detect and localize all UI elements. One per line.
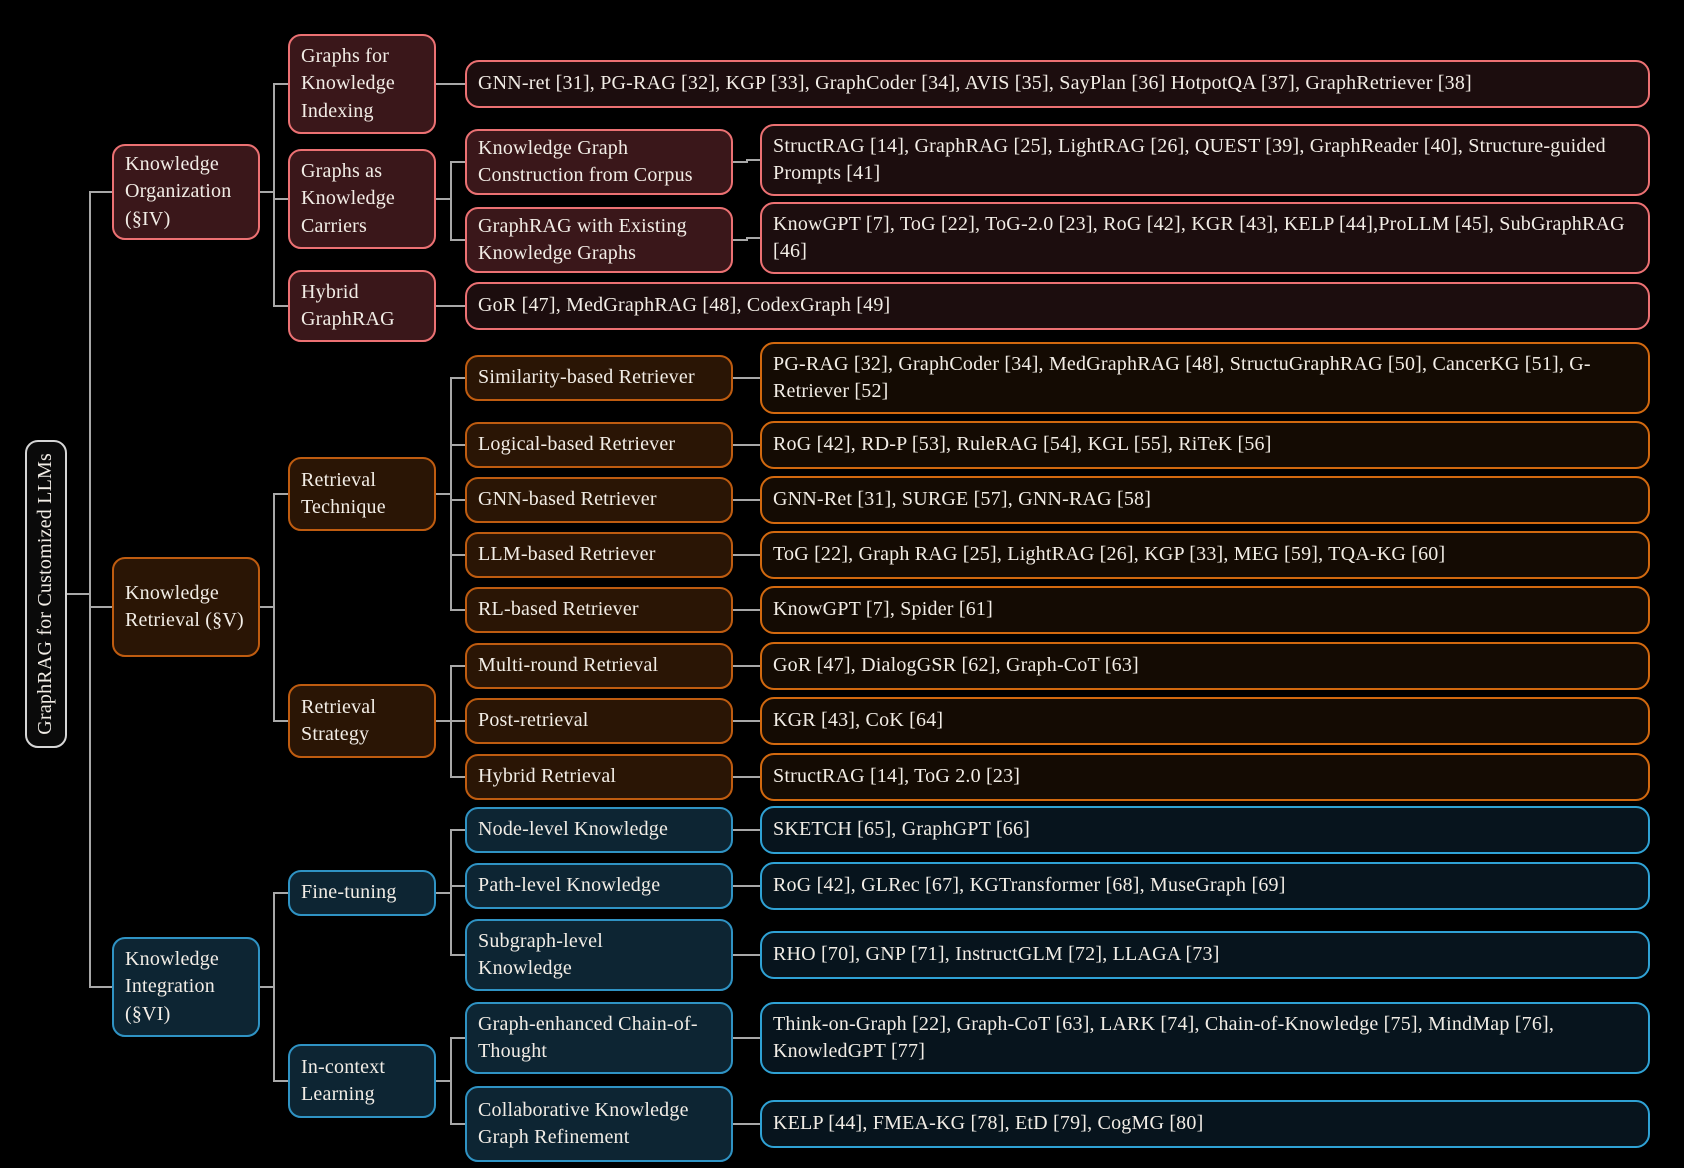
leaf-multiround: GoR [47], DialogGSR [62], Graph-CoT [63]	[760, 642, 1650, 690]
connector-line	[273, 892, 275, 1082]
ret-technique: Retrieval Technique	[288, 457, 436, 531]
connector-line	[273, 493, 275, 722]
tech-similarity: Similarity-based Retriever	[465, 355, 733, 401]
connector-line	[451, 1123, 466, 1125]
connector-line	[451, 1037, 466, 1039]
connector-line	[747, 554, 761, 556]
connector-line	[733, 885, 747, 887]
leaf-hybrid-graphrag: GoR [47], MedGraphRAG [48], CodexGraph [49]	[465, 282, 1650, 330]
leaf-indexing: GNN-ret [31], PG-RAG [32], KGP [33], GraphCoder [34], AVIS [35], SayPlan [36] HotpotQA [37], GraphRetriever [38]	[465, 60, 1650, 108]
connector-line	[90, 191, 113, 193]
root-label: GraphRAG for Customized LLMs	[34, 453, 57, 735]
connector-line	[747, 377, 761, 379]
connector-line	[260, 191, 274, 193]
icl-collab: Collaborative Knowledge Graph Refinement	[465, 1086, 733, 1162]
connector-line	[436, 83, 451, 85]
leaf-hybrid-retrieval: StructRAG [14], ToG 2.0 [23]	[760, 753, 1650, 801]
connector-line	[260, 986, 274, 988]
connector-line	[273, 83, 275, 307]
connector-line	[747, 237, 761, 239]
icl-cot: Graph-enhanced Chain-of-Thought	[465, 1002, 733, 1074]
connector-line	[450, 377, 452, 611]
carriers-existing: GraphRAG with Existing Knowledge Graphs	[465, 207, 733, 273]
connector-line	[747, 1037, 761, 1039]
leaf-collab: KELP [44], FMEA-KG [78], EtD [79], CogMG [80]	[760, 1100, 1650, 1148]
ft-path: Path-level Knowledge	[465, 863, 733, 909]
strat-multiround: Multi-round Retrieval	[465, 643, 733, 689]
leaf-logical: RoG [42], RD-P [53], RuleRAG [54], KGL [55], RiTeK [56]	[760, 421, 1650, 469]
connector-line	[450, 829, 452, 956]
connector-line	[436, 493, 451, 495]
org-carriers: Graphs as Knowledge Carriers	[288, 149, 436, 249]
connector-line	[733, 239, 747, 241]
connector-line	[451, 885, 466, 887]
connector-line	[274, 305, 288, 307]
connector-line	[733, 161, 747, 163]
tech-llm: LLM-based Retriever	[465, 532, 733, 578]
leaf-rl: KnowGPT [7], Spider [61]	[760, 586, 1650, 634]
connector-line	[733, 776, 747, 778]
connector-line	[747, 665, 761, 667]
ft-subgraph: Subgraph-level Knowledge	[465, 919, 733, 991]
connector-line	[436, 892, 451, 894]
connector-line	[450, 1037, 452, 1125]
leaf-existing: KnowGPT [7], ToG [22], ToG-2.0 [23], RoG [42], KGR [43], KELP [44],ProLLM [45], SubGraphRAG [46]	[760, 202, 1650, 274]
connector-line	[747, 609, 761, 611]
leaf-path: RoG [42], GLRec [67], KGTransformer [68], MuseGraph [69]	[760, 862, 1650, 910]
connector-line	[733, 554, 747, 556]
leaf-subgraph: RHO [70], GNP [71], InstructGLM [72], LLAGA [73]	[760, 931, 1650, 979]
tech-logical: Logical-based Retriever	[465, 422, 733, 468]
connector-line	[274, 83, 288, 85]
leaf-post: KGR [43], CoK [64]	[760, 697, 1650, 745]
leaf-llm: ToG [22], Graph RAG [25], LightRAG [26], KGP [33], MEG [59], TQA-KG [60]	[760, 531, 1650, 579]
connector-line	[90, 986, 113, 988]
connector-line	[733, 499, 747, 501]
connector-line	[436, 720, 451, 722]
strat-hybrid: Hybrid Retrieval	[465, 754, 733, 800]
connector-line	[733, 377, 747, 379]
sec-organization: Knowledge Organization (§IV)	[112, 144, 260, 240]
org-hybrid: Hybrid GraphRAG	[288, 270, 436, 342]
connector-line	[436, 198, 451, 200]
connector-line	[67, 593, 90, 595]
connector-line	[274, 198, 288, 200]
leaf-cot: Think-on-Graph [22], Graph-CoT [63], LARK [74], Chain-of-Knowledge [75], MindMap [76], KnowledGPT [77]	[760, 1002, 1650, 1074]
connector-line	[451, 161, 466, 163]
root-node	[25, 440, 67, 748]
connector-line	[274, 720, 288, 722]
connector-line	[274, 1080, 288, 1082]
tech-gnn: GNN-based Retriever	[465, 477, 733, 523]
connector-line	[260, 606, 274, 608]
connector-line	[89, 191, 91, 988]
leaf-similarity: PG-RAG [32], GraphCoder [34], MedGraphRAG [48], StructuGraphRAG [50], CancerKG [51], G-Retriever [52]	[760, 342, 1650, 414]
leaf-gnn: GNN-Ret [31], SURGE [57], GNN-RAG [58]	[760, 476, 1650, 524]
connector-line	[747, 444, 761, 446]
connector-line	[451, 377, 466, 379]
connector-line	[451, 239, 466, 241]
connector-line	[747, 954, 761, 956]
connector-line	[733, 444, 747, 446]
connector-line	[747, 885, 761, 887]
sec-integration: Knowledge Integration (§VI)	[112, 937, 260, 1037]
connector-line	[733, 954, 747, 956]
connector-line	[451, 954, 466, 956]
connector-line	[451, 829, 466, 831]
org-indexing: Graphs for Knowledge Indexing	[288, 34, 436, 134]
connector-line	[733, 1037, 747, 1039]
connector-line	[451, 305, 466, 307]
connector-line	[733, 665, 747, 667]
connector-line	[733, 1123, 747, 1125]
connector-line	[436, 305, 451, 307]
connector-line	[733, 720, 747, 722]
connector-line	[451, 499, 466, 501]
connector-line	[274, 493, 288, 495]
connector-line	[747, 720, 761, 722]
connector-line	[733, 609, 747, 611]
connector-line	[274, 892, 288, 894]
connector-line	[733, 829, 747, 831]
connector-line	[90, 606, 113, 608]
connector-line	[451, 665, 466, 667]
leaf-node: SKETCH [65], GraphGPT [66]	[760, 806, 1650, 854]
carriers-construction: Knowledge Graph Construction from Corpus	[465, 129, 733, 195]
connector-line	[451, 720, 466, 722]
ret-strategy: Retrieval Strategy	[288, 684, 436, 758]
tech-rl: RL-based Retriever	[465, 587, 733, 633]
connector-line	[747, 499, 761, 501]
connector-line	[747, 1123, 761, 1125]
connector-line	[450, 161, 452, 241]
connector-line	[451, 554, 466, 556]
ft-node: Node-level Knowledge	[465, 807, 733, 853]
connector-line	[451, 609, 466, 611]
leaf-construction: StructRAG [14], GraphRAG [25], LightRAG [26], QUEST [39], GraphReader [40], Structure-guided Prompts [41]	[760, 124, 1650, 196]
connector-line	[451, 776, 466, 778]
int-finetuning: Fine-tuning	[288, 870, 436, 916]
connector-line	[747, 776, 761, 778]
connector-line	[451, 444, 466, 446]
connector-line	[451, 83, 466, 85]
strat-post: Post-retrieval	[465, 698, 733, 744]
connector-line	[436, 1080, 451, 1082]
sec-retrieval: Knowledge Retrieval (§V)	[112, 557, 260, 657]
connector-line	[747, 829, 761, 831]
connector-line	[747, 159, 761, 161]
int-incontext: In-context Learning	[288, 1044, 436, 1118]
